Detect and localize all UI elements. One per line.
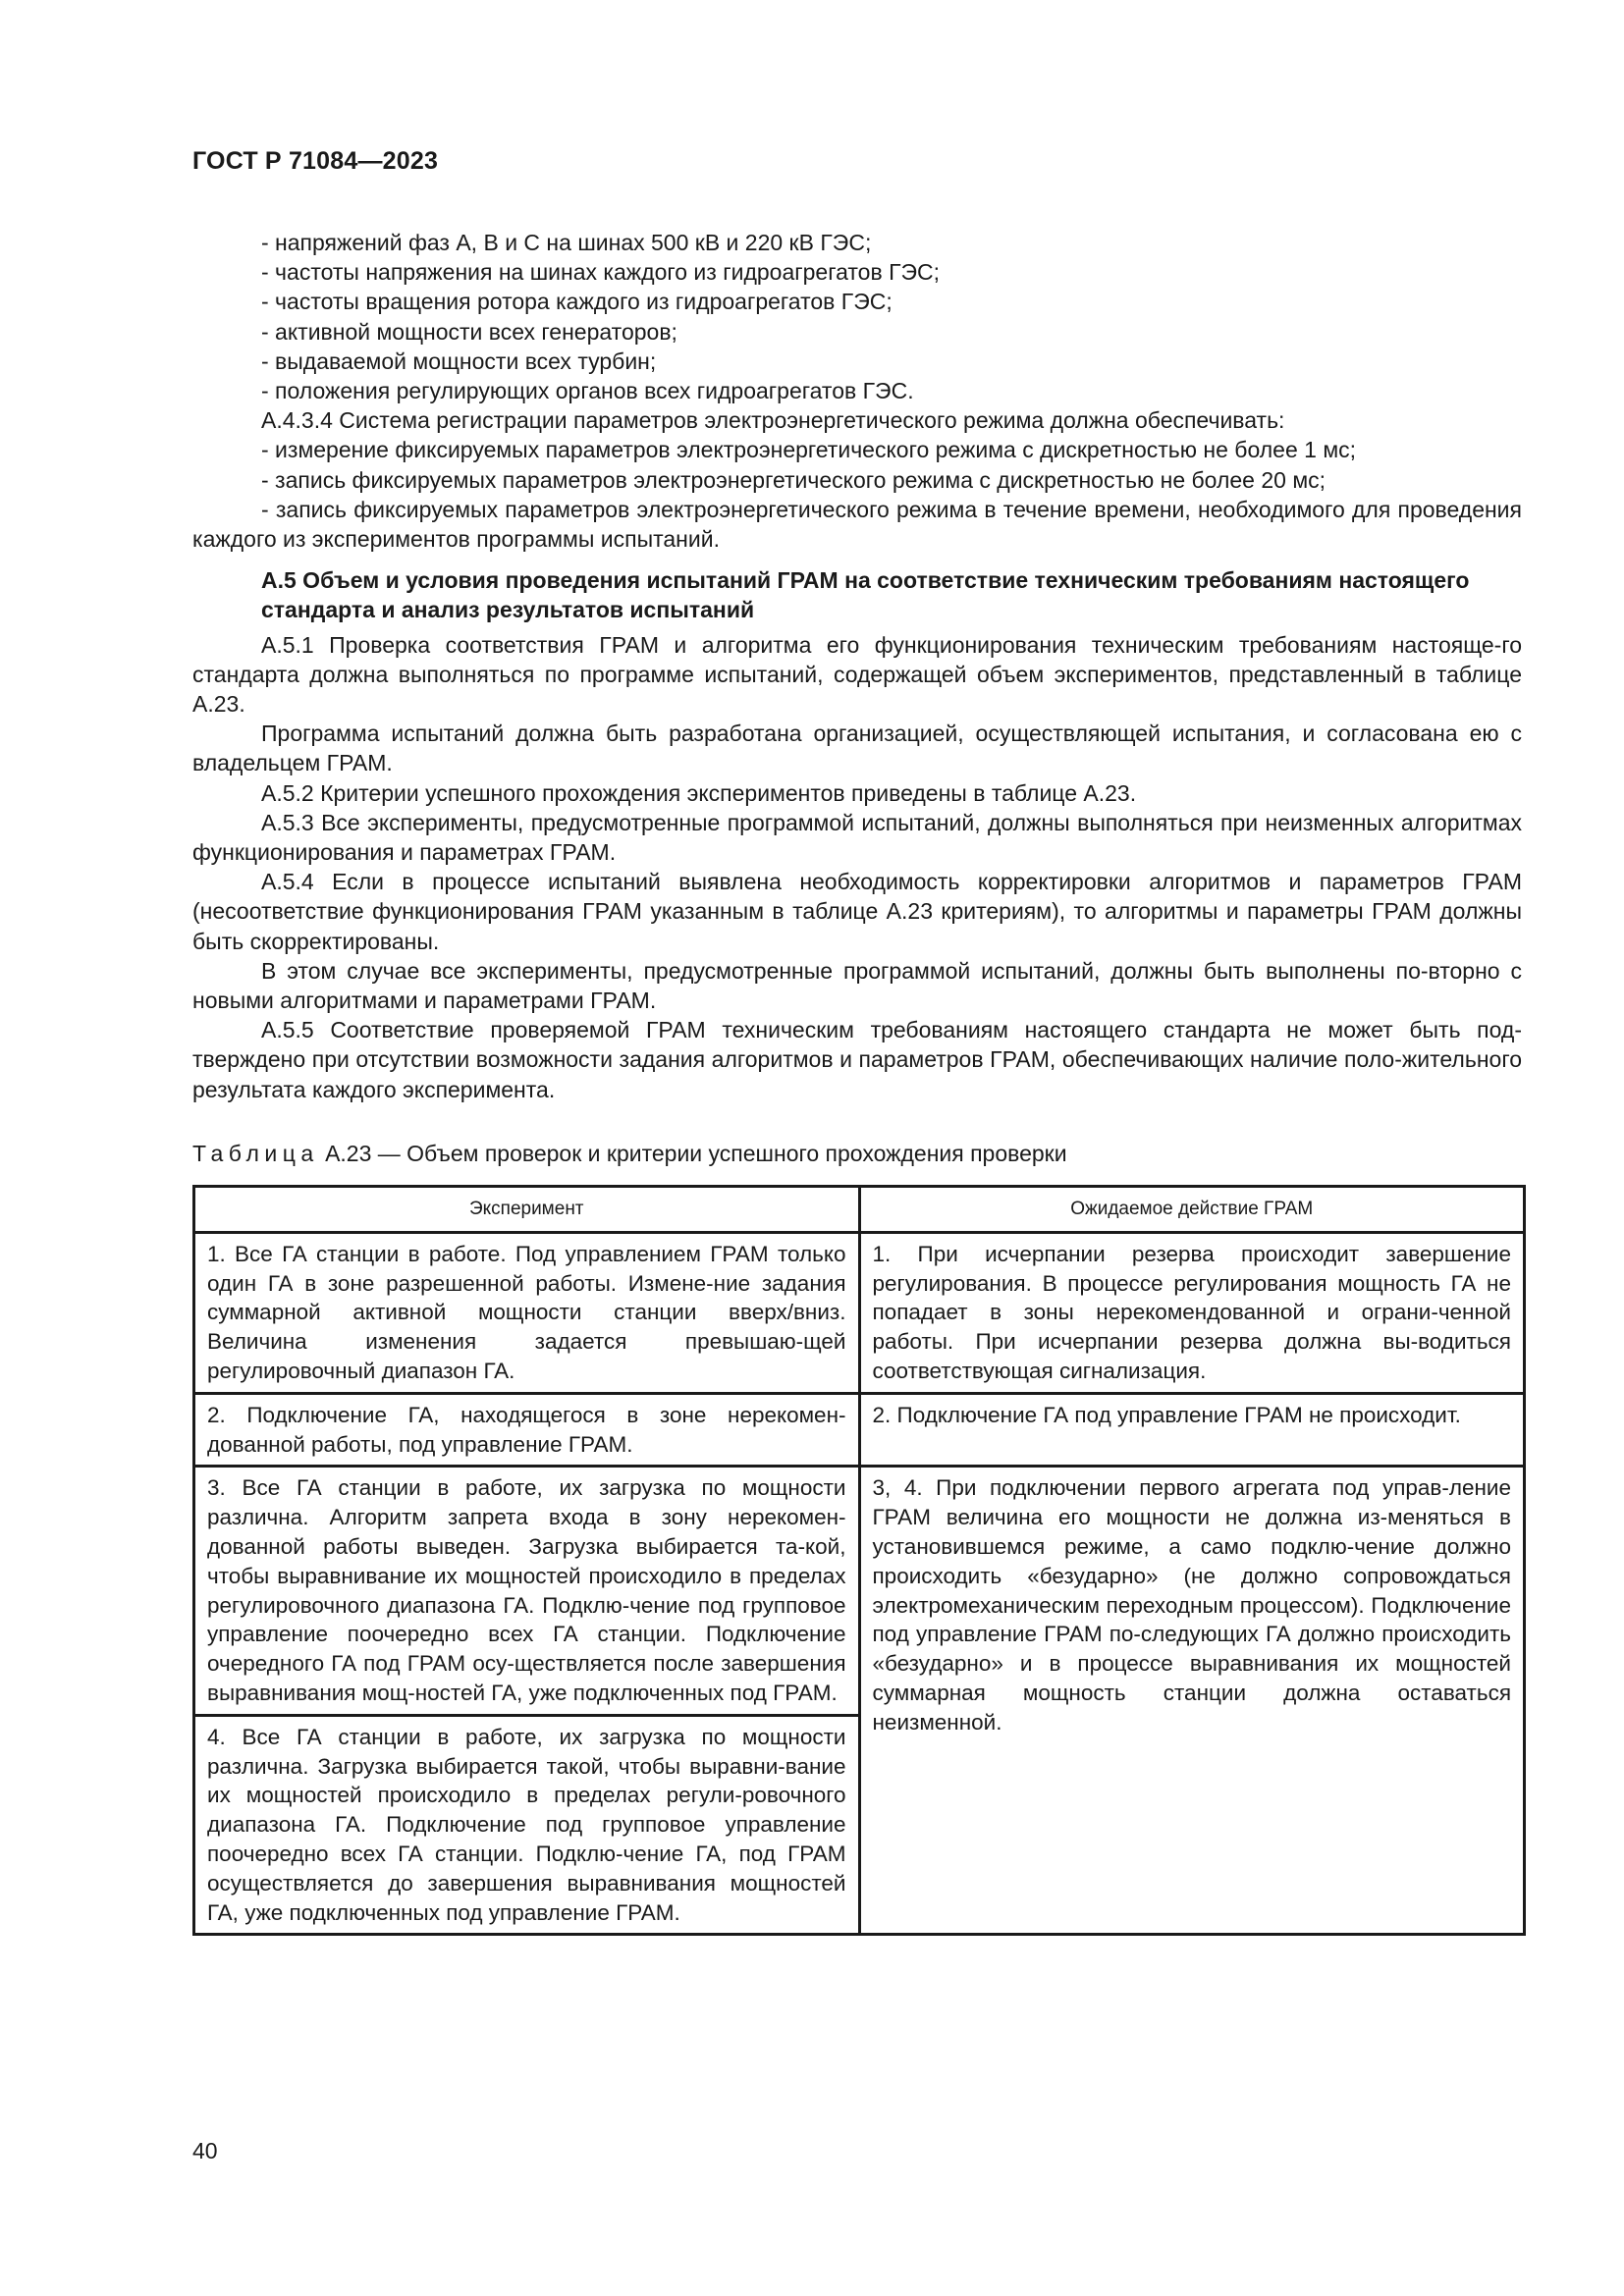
list-item: - запись фиксируемых параметров электроэнергетического режима с дискретностью не более 20 мс;: [261, 466, 1326, 493]
section-heading: А.5 Объем и условия проведения испытаний ГРАМ на соответствие техническим требованиям настоящего стандарта и анализ результатов испытаний: [261, 567, 1470, 623]
table-caption: [192, 1139, 1067, 1168]
paragraph: А.5.1 Проверка соответствия ГРАМ и алгоритма его функционирования техническим требованиям настояще-го стандарта должна выполняться по программе испытаний, содержащей объем экспериментов, представленный в таблице А.23.: [192, 631, 1522, 718]
experiments-table: [192, 1185, 1526, 1936]
paragraph: А.5.4 Если в процессе испытаний выявлена необходимость корректировки алгоритмов и параметров ГРАМ (несоответствие функционирования ГРАМ указанным в таблице А.23 критериям), то алгоритмы и параметры ГРАМ должны быть скорректированы.: [192, 869, 1522, 954]
table-caption-label: Таблица: [192, 1141, 319, 1166]
paragraph: А.5.2 Критерии успешного прохождения экспериментов приведены в таблице А.23.: [261, 779, 1137, 806]
list-item: - запись фиксируемых параметров электроэнергетического режима в течение времени, необходимого для проведения каждого из экспериментов программы испытаний.: [192, 496, 1522, 553]
list-item: - выдаваемой мощности всех турбин;: [261, 347, 657, 374]
list-item: - частоты вращения ротора каждого из гидроагрегатов ГЭС;: [261, 289, 893, 315]
table-cell-experiment: 4. Все ГА станции в работе, их загрузка по мощности различна. Загрузка выбирается такой, чтобы выравни-вание их мощностей происходило в пределах регули-ровочного диапазона ГА. Подключение под групповое управление поочередно всех ГА станции. Подклю-чение ГА, под ГРАМ осуществляется до завершения выравнивания мощностей ГА, уже подключенных под управление ГРАМ.: [194, 1715, 860, 1935]
list-item: - измерение фиксируемых параметров электроэнергетического режима с дискретностью не более 1 мс;: [261, 437, 1357, 463]
table-cell-expected: 1. При исчерпании резерва происходит завершение регулирования. В процессе регулирования мощность ГА не попадает в зоны нерекомендованной и ограни-ченной работы. При исчерпании резерва должна вы-водиться соответствующая сигнализация.: [859, 1232, 1525, 1393]
paragraph: В этом случае все эксперименты, предусмотренные программой испытаний, должны быть выполнены по-вторно с новыми алгоритмами и параметрами ГРАМ.: [192, 957, 1522, 1014]
table-cell-expected: 3, 4. При подключении первого агрегата под управ-ление ГРАМ величина его мощности не должна из-меняться в установившемся режиме, а само подклю-чение должно происходить «безударно» (не должно сопровождаться электромеханическим переходным процессом). Подключение под управление ГРАМ по-следующих ГА должно происходить «безударно» и в процессе выравнивания их мощностей суммарная мощность станции должна оставаться неизменной.: [859, 1467, 1525, 1935]
table-cell-expected: 2. Подключение ГА под управление ГРАМ не происходит.: [859, 1393, 1525, 1467]
table-cell-experiment: 1. Все ГА станции в работе. Под управлением ГРАМ только один ГА в зоне разрешенной работы. Измене-ние задания суммарной активной мощности станции вверх/вниз. Величина изменения задается превышаю-щей регулировочный диапазон ГА.: [194, 1232, 860, 1393]
table-caption-text: А.23 — Объем проверок и критерии успешного прохождения проверки: [318, 1141, 1067, 1166]
table-row: [194, 1232, 1525, 1393]
table-row: [194, 1393, 1525, 1467]
list-item: - напряжений фаз А, В и С на шинах 500 кВ и 220 кВ ГЭС;: [261, 230, 872, 255]
table-cell-experiment: 3. Все ГА станции в работе, их загрузка по мощности различна. Алгоритм запрета входа в зону нерекомен-дованной работы выведен. Загрузка выбирается та-кой, чтобы выравнивание их мощностей происходило в пределах регулировочного диапазона ГА. Подклю-чение под групповое управление поочередно всех ГА станции. Подключение очередного ГА под ГРАМ осу-ществляется после завершения выравнивания мощ-ностей ГА, уже подключенных под ГРАМ.: [194, 1467, 860, 1715]
document-body: [192, 228, 1522, 1104]
paragraph: А.5.3 Все эксперименты, предусмотренные программой испытаний, должны выполняться при неизменных алгоритмах функционирования и параметрах ГРАМ.: [192, 809, 1522, 866]
document-header: ГОСТ Р 71084—2023: [192, 147, 439, 175]
list-item: - частоты напряжения на шинах каждого из гидроагрегатов ГЭС;: [261, 259, 941, 286]
table-row: [194, 1467, 1525, 1715]
table-cell-experiment: 2. Подключение ГА, находящегося в зоне нерекомен-дованной работы, под управление ГРАМ.: [194, 1393, 860, 1467]
list-item: - положения регулирующих органов всех гидроагрегатов ГЭС.: [261, 378, 914, 404]
paragraph: А.4.3.4 Система регистрации параметров электроэнергетического режима должна обеспечивать:: [261, 407, 1285, 434]
paragraph: А.5.5 Соответствие проверяемой ГРАМ техническим требованиям настоящего стандарта не может быть под-тверждено при отсутствии возможности задания алгоритмов и параметров ГРАМ, обеспечивающих наличие поло-жительного результата каждого эксперимента.: [192, 1017, 1522, 1102]
paragraph: Программа испытаний должна быть разработана организацией, осуществляющей испытания, и согласована ею с владельцем ГРАМ.: [192, 721, 1522, 776]
page-number: 40: [192, 2138, 218, 2163]
column-header-expected-action: Ожидаемое действие ГРАМ: [859, 1187, 1525, 1233]
table-header-row: [194, 1187, 1525, 1233]
list-item: - активной мощности всех генераторов;: [261, 318, 677, 345]
column-header-experiment: Эксперимент: [194, 1187, 860, 1233]
